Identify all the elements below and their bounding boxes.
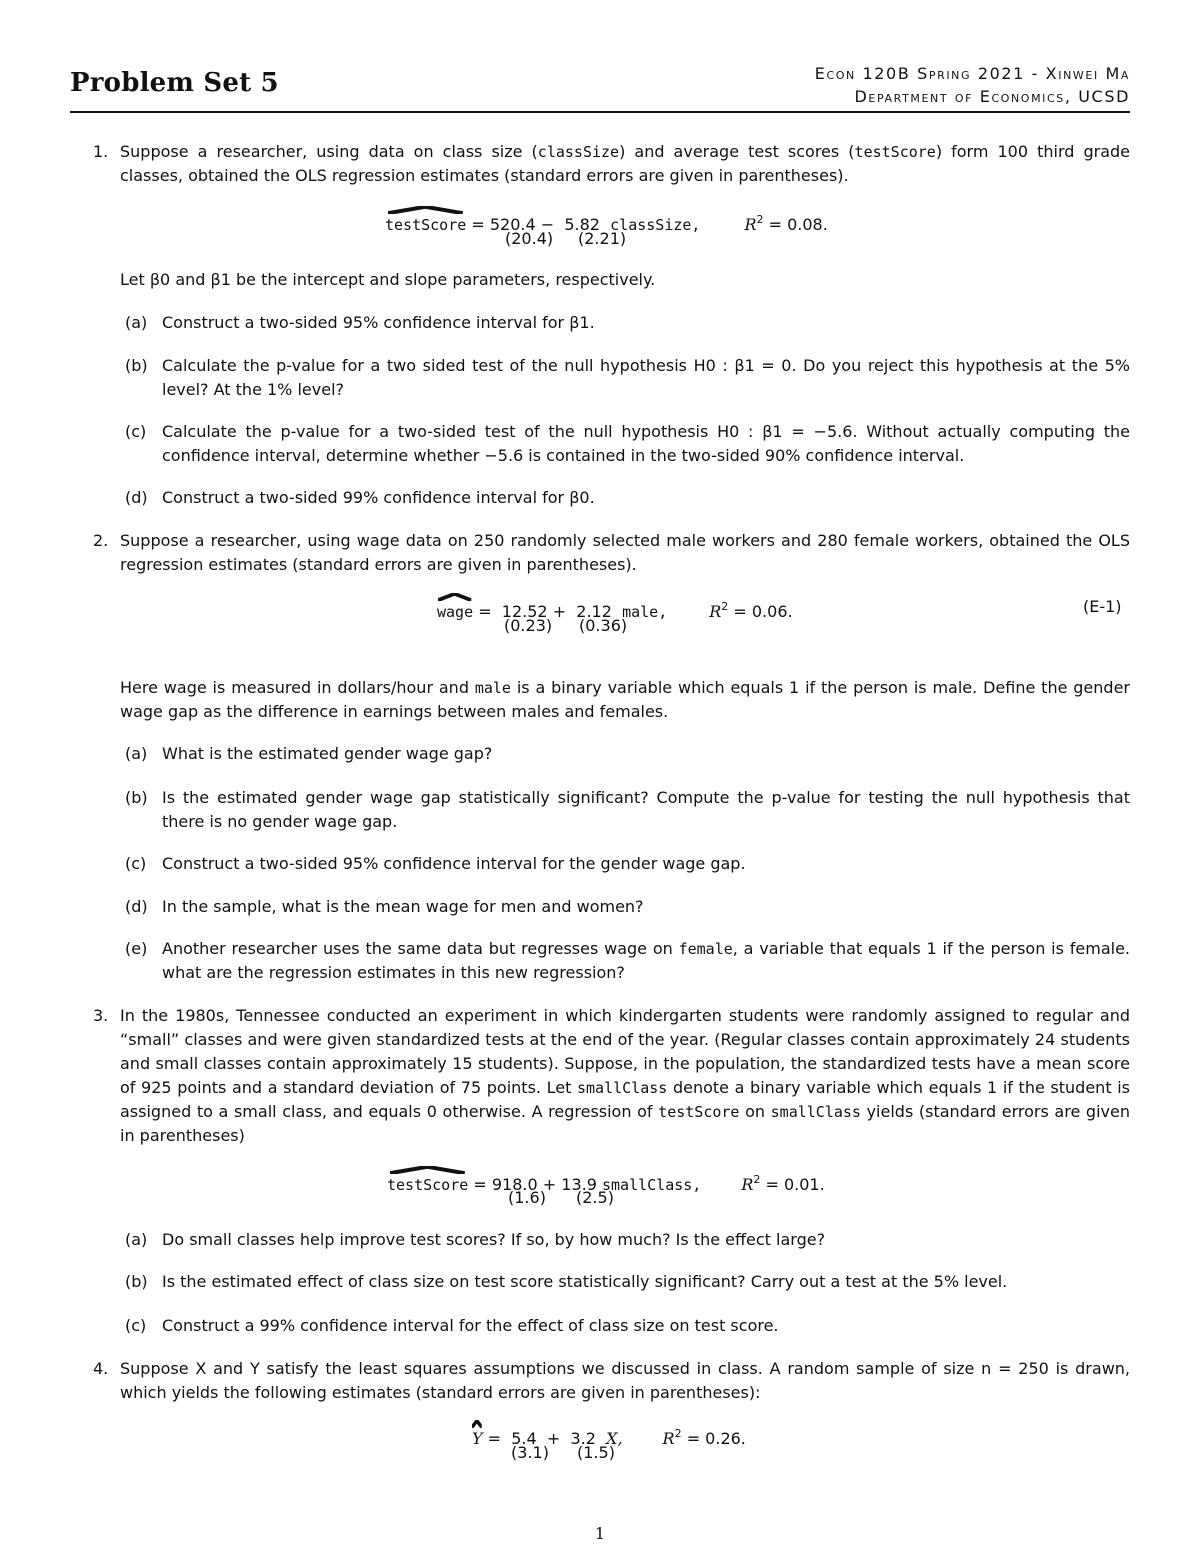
q3-part-a: Do small classes help improve test scores? If so, by how much? Is the effect large? (162, 1230, 826, 1249)
question-2-here: Here wage is measured in dollars/hour and male is a binary variable which equals 1 if the person is male. Define the gender wage gap as the difference in earnings between males and females. (120, 678, 1130, 721)
q3-part-a-label: (a) (125, 1230, 148, 1249)
question-1-number: 1. (93, 142, 109, 161)
q2-part-e-label: (e) (125, 939, 148, 958)
question-4-number: 4. (93, 1359, 109, 1378)
q3-part-b: Is the estimated effect of class size on test score statistically significant? Carry out a test at the 5% level. (162, 1272, 1008, 1291)
q1-part-c-label: (c) (125, 422, 147, 441)
q2-part-d: In the sample, what is the mean wage for men and women? (162, 897, 644, 916)
question-3-intro: In the 1980s, Tennessee conducted an experiment in which kindergarten students were randomly assigned to regular and “small” classes and were given standardized tests at the end of the year. (Regular classes contain approximately 24 students and small classes contain approximately 15 students). Suppose, in the population, the standardized tests have a mean score of 925 points and a standard deviation of 75 points. Let smallClass denote a binary variable which equals 1 if the student is assigned to a small class, and equals 0 otherwise. A regression of testScore on smallClass yields (standard errors are given in parentheses) (120, 1006, 1131, 1145)
q1-part-c: Calculate the p-value for a two-sided test of the null hypothesis H0 : β1 = −5.6. Without actually computing the confidence interval, determine whether −5.6 is contained in the two-sided 90% confidence interval. (162, 422, 1130, 465)
header-rule (70, 111, 1130, 113)
q1-part-d-label: (d) (125, 488, 148, 507)
hat-lhs: wage (437, 602, 473, 622)
se-slope-4: (1.5) (577, 1443, 615, 1462)
equation-2: wage = 12.52 + 2.12 male, $R^2 = 0.06$. (437, 597, 793, 622)
q1-part-a-label: (a) (125, 313, 148, 332)
equation-4: Y = 5.4 + 3.2 X, $R^2 = 0.26$. (472, 1424, 746, 1449)
q3-part-c-label: (c) (125, 1316, 147, 1335)
se-intercept-3: (1.6) (508, 1188, 546, 1207)
question-1-intro: Suppose a researcher, using data on class size (classSize) and average test scores (testScore) form 100 third grade classes, obtained the OLS regression estimates (standard errors are given in parentheses). (120, 142, 1131, 185)
hat-lhs: Y (472, 1429, 483, 1449)
q2-part-e: Another researcher uses the same data but regresses wage on female, a variable that equals 1 if the person is female. what are the regression estimates in this new regression? (162, 939, 1130, 982)
hat-lhs: testScore (387, 1175, 468, 1195)
q3-part-c: Construct a 99% confidence interval for the effect of class size on test score. (162, 1316, 779, 1335)
se-intercept-1: (20.4) (505, 229, 554, 248)
page-number: 1 (594, 1524, 606, 1543)
q1-part-b-label: (b) (125, 356, 148, 375)
course-line: Econ 120B Spring 2021 - Xinwei Ma (814, 64, 1130, 83)
q2-part-b: Is the estimated gender wage gap statistically significant? Compute the p-value for testing the null hypothesis that there is no gender wage gap. (162, 788, 1130, 831)
q2-part-c-label: (c) (125, 854, 147, 873)
question-3-number: 3. (93, 1006, 109, 1025)
header-info (815, 62, 1130, 108)
q3-part-b-label: (b) (125, 1272, 148, 1291)
equation-3: testScore = 918.0 + 13.9 smallClass, $R^2 = 0.01$. (387, 1170, 825, 1195)
q2-part-b-label: (b) (125, 788, 148, 807)
q2-part-a: What is the estimated gender wage gap? (162, 744, 493, 763)
q2-part-a-label: (a) (125, 744, 148, 763)
department-line: Department of Economics, UCSD (854, 87, 1130, 106)
se-slope-3: (2.5) (576, 1188, 614, 1207)
equation-1: testScore = 520.4 − 5.82 classSize, $R^2 = 0.08$. (385, 210, 828, 235)
q2-part-c: Construct a two-sided 95% confidence interval for the gender wage gap. (162, 854, 746, 873)
se-slope-2: (0.36) (579, 616, 628, 635)
se-intercept-4: (3.1) (511, 1443, 549, 1462)
question-2-intro: Suppose a researcher, using wage data on 250 randomly selected male workers and 280 female workers, obtained the OLS regression estimates (standard errors are given in parentheses). (120, 531, 1130, 574)
question-1-let: Let β0 and β1 be the intercept and slope parameters, respectively. (120, 270, 656, 289)
hat-lhs: testScore (385, 215, 466, 235)
page-title: Problem Set 5 (70, 68, 279, 98)
q1-part-a: Construct a two-sided 95% confidence interval for β1. (162, 313, 595, 332)
equation-2-tag: (E-1) (1083, 597, 1122, 616)
q1-part-d: Construct a two-sided 99% confidence interval for β0. (162, 488, 595, 507)
question-2-number: 2. (93, 531, 109, 550)
q2-part-d-label: (d) (125, 897, 148, 916)
se-intercept-2: (0.23) (504, 616, 553, 635)
question-4-intro: Suppose X and Y satisfy the least squares assumptions we discussed in class. A random sample of size n = 250 is drawn, which yields the following estimates (standard errors are given in parentheses): (120, 1359, 1130, 1402)
q1-part-b: Calculate the p-value for a two sided test of the null hypothesis H0 : β1 = 0. Do you reject this hypothesis at the 5% level? At the 1% level? (162, 356, 1130, 399)
se-slope-1: (2.21) (578, 229, 627, 248)
